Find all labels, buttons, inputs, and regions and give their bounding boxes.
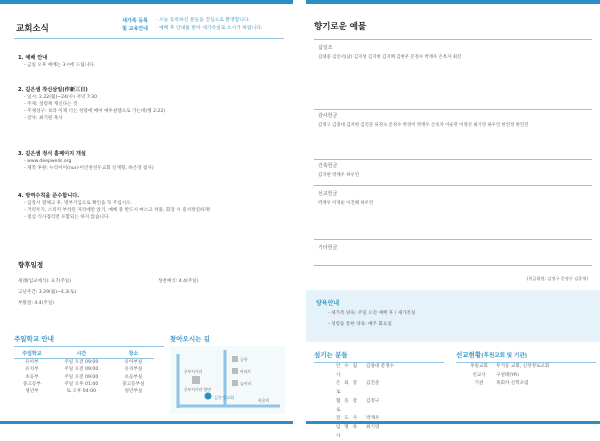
notice-item: - 일시: 2.22(월)~24(수) 저녁 7:30 bbox=[24, 95, 98, 100]
server-role: 협 동 장 로 bbox=[336, 398, 359, 413]
notice-revival bbox=[18, 86, 283, 123]
left-page bbox=[0, 0, 293, 424]
welcome-label-line1: 새가족 등록 bbox=[122, 18, 148, 24]
servers-section bbox=[314, 350, 444, 441]
schedule-item: 성찬예식: 4.4(주일) bbox=[158, 279, 199, 284]
server-role: 은 퇴 장 로 bbox=[336, 381, 359, 396]
offerings-title: 향기로운 예물 bbox=[314, 22, 367, 32]
table-cell: 유치부 bbox=[25, 367, 39, 373]
offering-names: 김지현 박재우 하우연 bbox=[318, 173, 359, 178]
offering-category: 기타헌금 bbox=[318, 245, 338, 251]
notice-worship bbox=[18, 54, 283, 70]
map-label: 중부사거리 bbox=[184, 369, 203, 374]
church-news-title: 교회소식 bbox=[16, 24, 49, 34]
table-row bbox=[14, 381, 154, 388]
right-top-bar bbox=[306, 0, 600, 4]
server-names: 김진준 bbox=[366, 381, 380, 387]
server-names: 김종대 문정수 bbox=[366, 364, 395, 369]
table-row bbox=[14, 388, 154, 395]
notice-title: 3. 깊은샘 정식 홈페이지 개설 bbox=[18, 151, 86, 157]
missions-subtitle: (후원교회 및 기관) bbox=[481, 353, 528, 359]
notice-title: 1. 예배 안내 bbox=[18, 55, 48, 61]
offerings-header bbox=[314, 14, 592, 40]
offering-divider bbox=[314, 265, 592, 266]
welcome-text-line2: · 예배 후 안내를 받아 새가족실로 오시기 바랍니다. bbox=[156, 25, 263, 31]
table-row bbox=[14, 374, 154, 381]
map-label: 공항 bbox=[240, 357, 248, 362]
server-role: 안 수 집 사 bbox=[336, 364, 359, 378]
offering-tithe bbox=[314, 44, 592, 110]
table-cell: 유아부실 bbox=[124, 360, 143, 365]
mission-value: 목회자 신학포럼 bbox=[496, 381, 529, 387]
mission-row bbox=[462, 372, 596, 381]
mission-value: 무거동 교회, 신정정로교회 bbox=[496, 364, 550, 369]
schedule-title: 향후일정 bbox=[18, 261, 44, 269]
offering-building bbox=[314, 162, 592, 186]
page-gutter bbox=[293, 0, 306, 424]
table-cell: 중고등부실 bbox=[122, 382, 145, 388]
table-cell: 유아부 bbox=[25, 360, 39, 365]
map-label: 복음역 bbox=[258, 398, 270, 403]
notice-title: 2. 깊은샘 작신삼일(作新三日) bbox=[18, 87, 88, 93]
right-bottom-bar bbox=[306, 421, 600, 424]
left-bottom-bar bbox=[0, 421, 293, 424]
offering-category: 선교헌금 bbox=[318, 191, 338, 197]
welcome-label bbox=[104, 17, 148, 33]
missions-title bbox=[456, 350, 596, 359]
servers-title: 섬기는 분들 bbox=[314, 351, 348, 359]
offering-category: 십일조 bbox=[318, 45, 333, 51]
welcome-text-line1: · 오늘 등록하신 분들을 진심으로 환영합니다. bbox=[156, 18, 251, 23]
offering-divider bbox=[314, 109, 592, 110]
missions-title-text: 선교현황 bbox=[456, 351, 482, 359]
offering-names: 박재우 이영순 이진혜 하우연 bbox=[318, 201, 374, 206]
map-building bbox=[232, 380, 238, 386]
table-cell: 주일 오전 09:00 bbox=[64, 360, 99, 365]
server-names: 김정구 bbox=[366, 398, 380, 404]
table-cell: 청년부실 bbox=[124, 389, 143, 395]
notice-title: 4. 방역수칙을 준수합니다. bbox=[18, 193, 80, 199]
notice-covid bbox=[18, 192, 283, 222]
schedule-item: 부활절: 4.4(주일) bbox=[18, 301, 55, 307]
notice-item: - 강사: 최기원 목사 bbox=[24, 115, 63, 121]
location-pin-icon bbox=[205, 393, 212, 400]
offering-divider bbox=[314, 159, 592, 160]
notice-item: - 주제: 성령께 계신다는 것 bbox=[24, 101, 78, 107]
table-cell: 초등부실 bbox=[124, 374, 143, 380]
server-row bbox=[336, 398, 444, 415]
mission-value: 구성태(YR) bbox=[496, 372, 519, 378]
sunday-school-title: 주일학교 안내 bbox=[14, 335, 54, 343]
directions-section bbox=[170, 334, 285, 414]
notice-item: - 제작 후원: 누리이이(nuri-이인천선두교회 신재형, 하은영 집사) bbox=[24, 165, 154, 171]
nurture-line: - 성령을 통한 양육: 매주 화요일 bbox=[328, 322, 392, 327]
offering-divider bbox=[314, 239, 592, 240]
server-row bbox=[336, 363, 444, 380]
notice-homepage bbox=[18, 150, 283, 173]
table-cell: 주일 오후 01:00 bbox=[64, 382, 99, 388]
table-cell: 중고등부 bbox=[23, 382, 41, 388]
offering-names: 김대중 김인서(남) 김지성 김지현 김지혜 김현우 문정수 박재우 손옥자 최진 bbox=[318, 55, 462, 60]
offering-other bbox=[314, 244, 592, 266]
nurture-line: - 새가족 양육: 주일 오전 예배 후 / 새가족실 bbox=[328, 311, 416, 316]
offering-mission bbox=[314, 190, 592, 240]
church-news-header bbox=[14, 14, 284, 40]
notice-item: - www.deepwells.org bbox=[24, 159, 72, 164]
sunday-school-divider bbox=[14, 346, 164, 347]
table-header: 시간 bbox=[50, 349, 113, 359]
directions-title: 찾아오시는 길 bbox=[170, 335, 210, 343]
table-cell: 주일 오전 09:00 bbox=[64, 367, 99, 373]
missions-section bbox=[456, 350, 596, 389]
table-row bbox=[14, 366, 154, 373]
server-role: 전 도 사 bbox=[336, 416, 359, 422]
offering-names: 김정구 김종대 김지현 김진준 류정숙 문정수 박경미 박재우 손옥자 이순란 이영선 최기영 하우연 한연정 한연진 bbox=[318, 123, 529, 128]
offerings-divider bbox=[314, 39, 592, 40]
mission-row bbox=[462, 380, 596, 389]
schedule-item: 세례(입교예식): 3.7(주일) bbox=[18, 279, 71, 284]
notice-item: - 점심 식사접리면 포함되는 하지 않습니다. bbox=[24, 214, 110, 220]
directions-map bbox=[170, 346, 285, 414]
server-row bbox=[336, 380, 444, 397]
notice-item: - 주제성구: 보라 이제 너는 성령에 매여 예루살렘으로 가는데(행 2:22) bbox=[24, 108, 166, 114]
table-cell: 토 오후 04:00 bbox=[66, 389, 97, 395]
notice-item: - 입장시 열체크 후, 명부기입으로 확인을 꼭 주십시오. bbox=[24, 201, 132, 206]
right-page bbox=[306, 0, 600, 439]
server-names: 최기영 bbox=[366, 425, 380, 431]
church-location-label: 깊은샘교회 bbox=[214, 395, 235, 400]
mission-type: 기관 bbox=[474, 381, 484, 387]
mission-type: 후원교회 bbox=[470, 364, 488, 369]
header-divider bbox=[14, 38, 284, 39]
offering-category: 건축헌금 bbox=[318, 163, 338, 169]
map-label: 놀이터 bbox=[240, 381, 252, 386]
map-building bbox=[232, 356, 238, 362]
welcome-text bbox=[156, 17, 286, 32]
map-label: 중부사거리 방면 bbox=[184, 387, 211, 392]
sunday-school-table bbox=[14, 349, 154, 396]
welcome-label-line2: 및 교육안내 bbox=[122, 26, 148, 32]
server-role: 임 명 목 사 bbox=[336, 425, 359, 439]
table-header: 장소 bbox=[113, 349, 154, 359]
server-row bbox=[336, 424, 444, 441]
nurture-section bbox=[306, 290, 600, 342]
left-top-bar bbox=[0, 0, 293, 4]
table-cell: 초등부 bbox=[25, 374, 39, 380]
nurture-title: 양육안내 bbox=[316, 300, 340, 307]
server-names: 박재우 bbox=[366, 416, 380, 422]
map-label: 아파트 bbox=[240, 369, 252, 374]
sunday-school-section bbox=[14, 334, 164, 396]
offering-category: 감사헌금 bbox=[318, 113, 338, 119]
table-cell: 청년부 bbox=[25, 389, 39, 395]
offering-thanks bbox=[314, 112, 592, 160]
offering-committee-note: (헌금위원: 김정구 문정수 김종혁) bbox=[526, 276, 588, 281]
notice-item: - 거리두기, 스티커 부착된 자리에만 앉기, 예배 중 반드시 마스크 착용, 회장 시 질서정연하게! bbox=[24, 207, 211, 213]
map-building bbox=[192, 376, 200, 384]
offering-divider bbox=[314, 185, 592, 186]
map-background bbox=[170, 346, 285, 414]
table-row bbox=[14, 359, 154, 367]
mission-type: 선교사 bbox=[472, 372, 486, 378]
table-cell: 유치부실 bbox=[124, 367, 143, 373]
map-building bbox=[232, 368, 238, 374]
schedule-list bbox=[18, 276, 278, 309]
table-cell: 주일 오전 09:00 bbox=[64, 374, 99, 380]
table-header: 주일학교 bbox=[14, 349, 50, 359]
schedule-item: 고난주간: 3.29(월)~4.3(토) bbox=[18, 290, 77, 296]
mission-row bbox=[462, 363, 596, 372]
notice-item: - 금일 오후 예배는 3시에 드립니다. bbox=[24, 63, 96, 68]
